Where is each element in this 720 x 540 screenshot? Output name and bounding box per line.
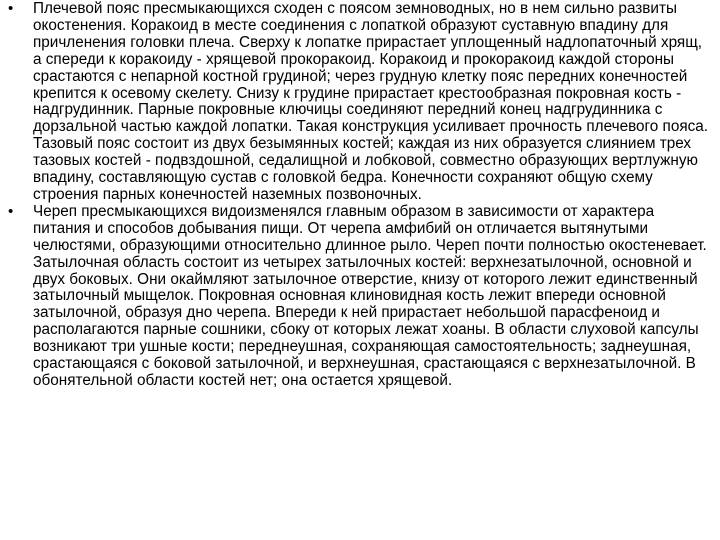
bullet-icon: • bbox=[8, 0, 14, 17]
bullet-item-shoulder-girdle bbox=[0, 1, 720, 204]
bullet-item-skull bbox=[0, 204, 720, 390]
bullet-icon: • bbox=[8, 202, 14, 220]
bullet-text: Череп пресмыкающихся видоизменялся главным образом в зависимости от характера питания и способов добывания пищи. От черепа амфибий он отличается вытянутыми челюстями, образующими относительно длинное рыло. Череп почти полностью окостеневает. Затылочная область состоит из четырех затылочных костей: верхнезатылочной, основной и двух боковых. Они окаймляют затылочное отверстие, книзу от которого лежит единственный затылочный мыщелок. Покровная основная клиновидная кость лежит впереди основной затылочной, образуя дно черепа. Впереди к ней прирастает небольшой парасфеноид и располагаются парные сошники, сбоку от которых лежат хоаны. В области слуховой капсулы возникают три ушные кости; переднеушная, сохраняющая самостоятельность; заднеушная, срастающаяся с боковой затылочной, и верхнеушная, срастающаяся с верхнезатылочной. В обонятельной области костей нет; она остается хрящевой. bbox=[33, 202, 707, 389]
bullet-text: Плечевой пояс пресмыкающихся сходен с поясом земноводных, но в нем сильно развиты окостенения. Коракоид в месте соединения с лопаткой образуют суставную впадину для причленения головки плеча. Сверху к лопатке прирастает уплощенный надлопаточный хрящ, а спереди к коракоиду - хрящевой прокоракоид. Коракоид и прокоракоид каждой стороны срастаются с непарной костной грудиной; через грудную клетку пояс передних конечностей крепится к осевому скелету. Снизу к грудине прирастает крестообразная покровная кость - надгрудинник. Парные покровные ключицы соединяют передний конец надгрудинника с дорзальной частью каждой лопатки. Такая конструкция усиливает прочность плечевого пояса. Тазовый пояс состоит из двух безымянных костей; каждая из них образуется слиянием трех тазовых костей - подвздошной, седалищной и лобковой, совместно образующих вертлужную впадину, составляющую сустав с головкой бедра. Конечности сохраняют общую схему строения парных конечностей наземных позвоночных. bbox=[33, 0, 709, 203]
